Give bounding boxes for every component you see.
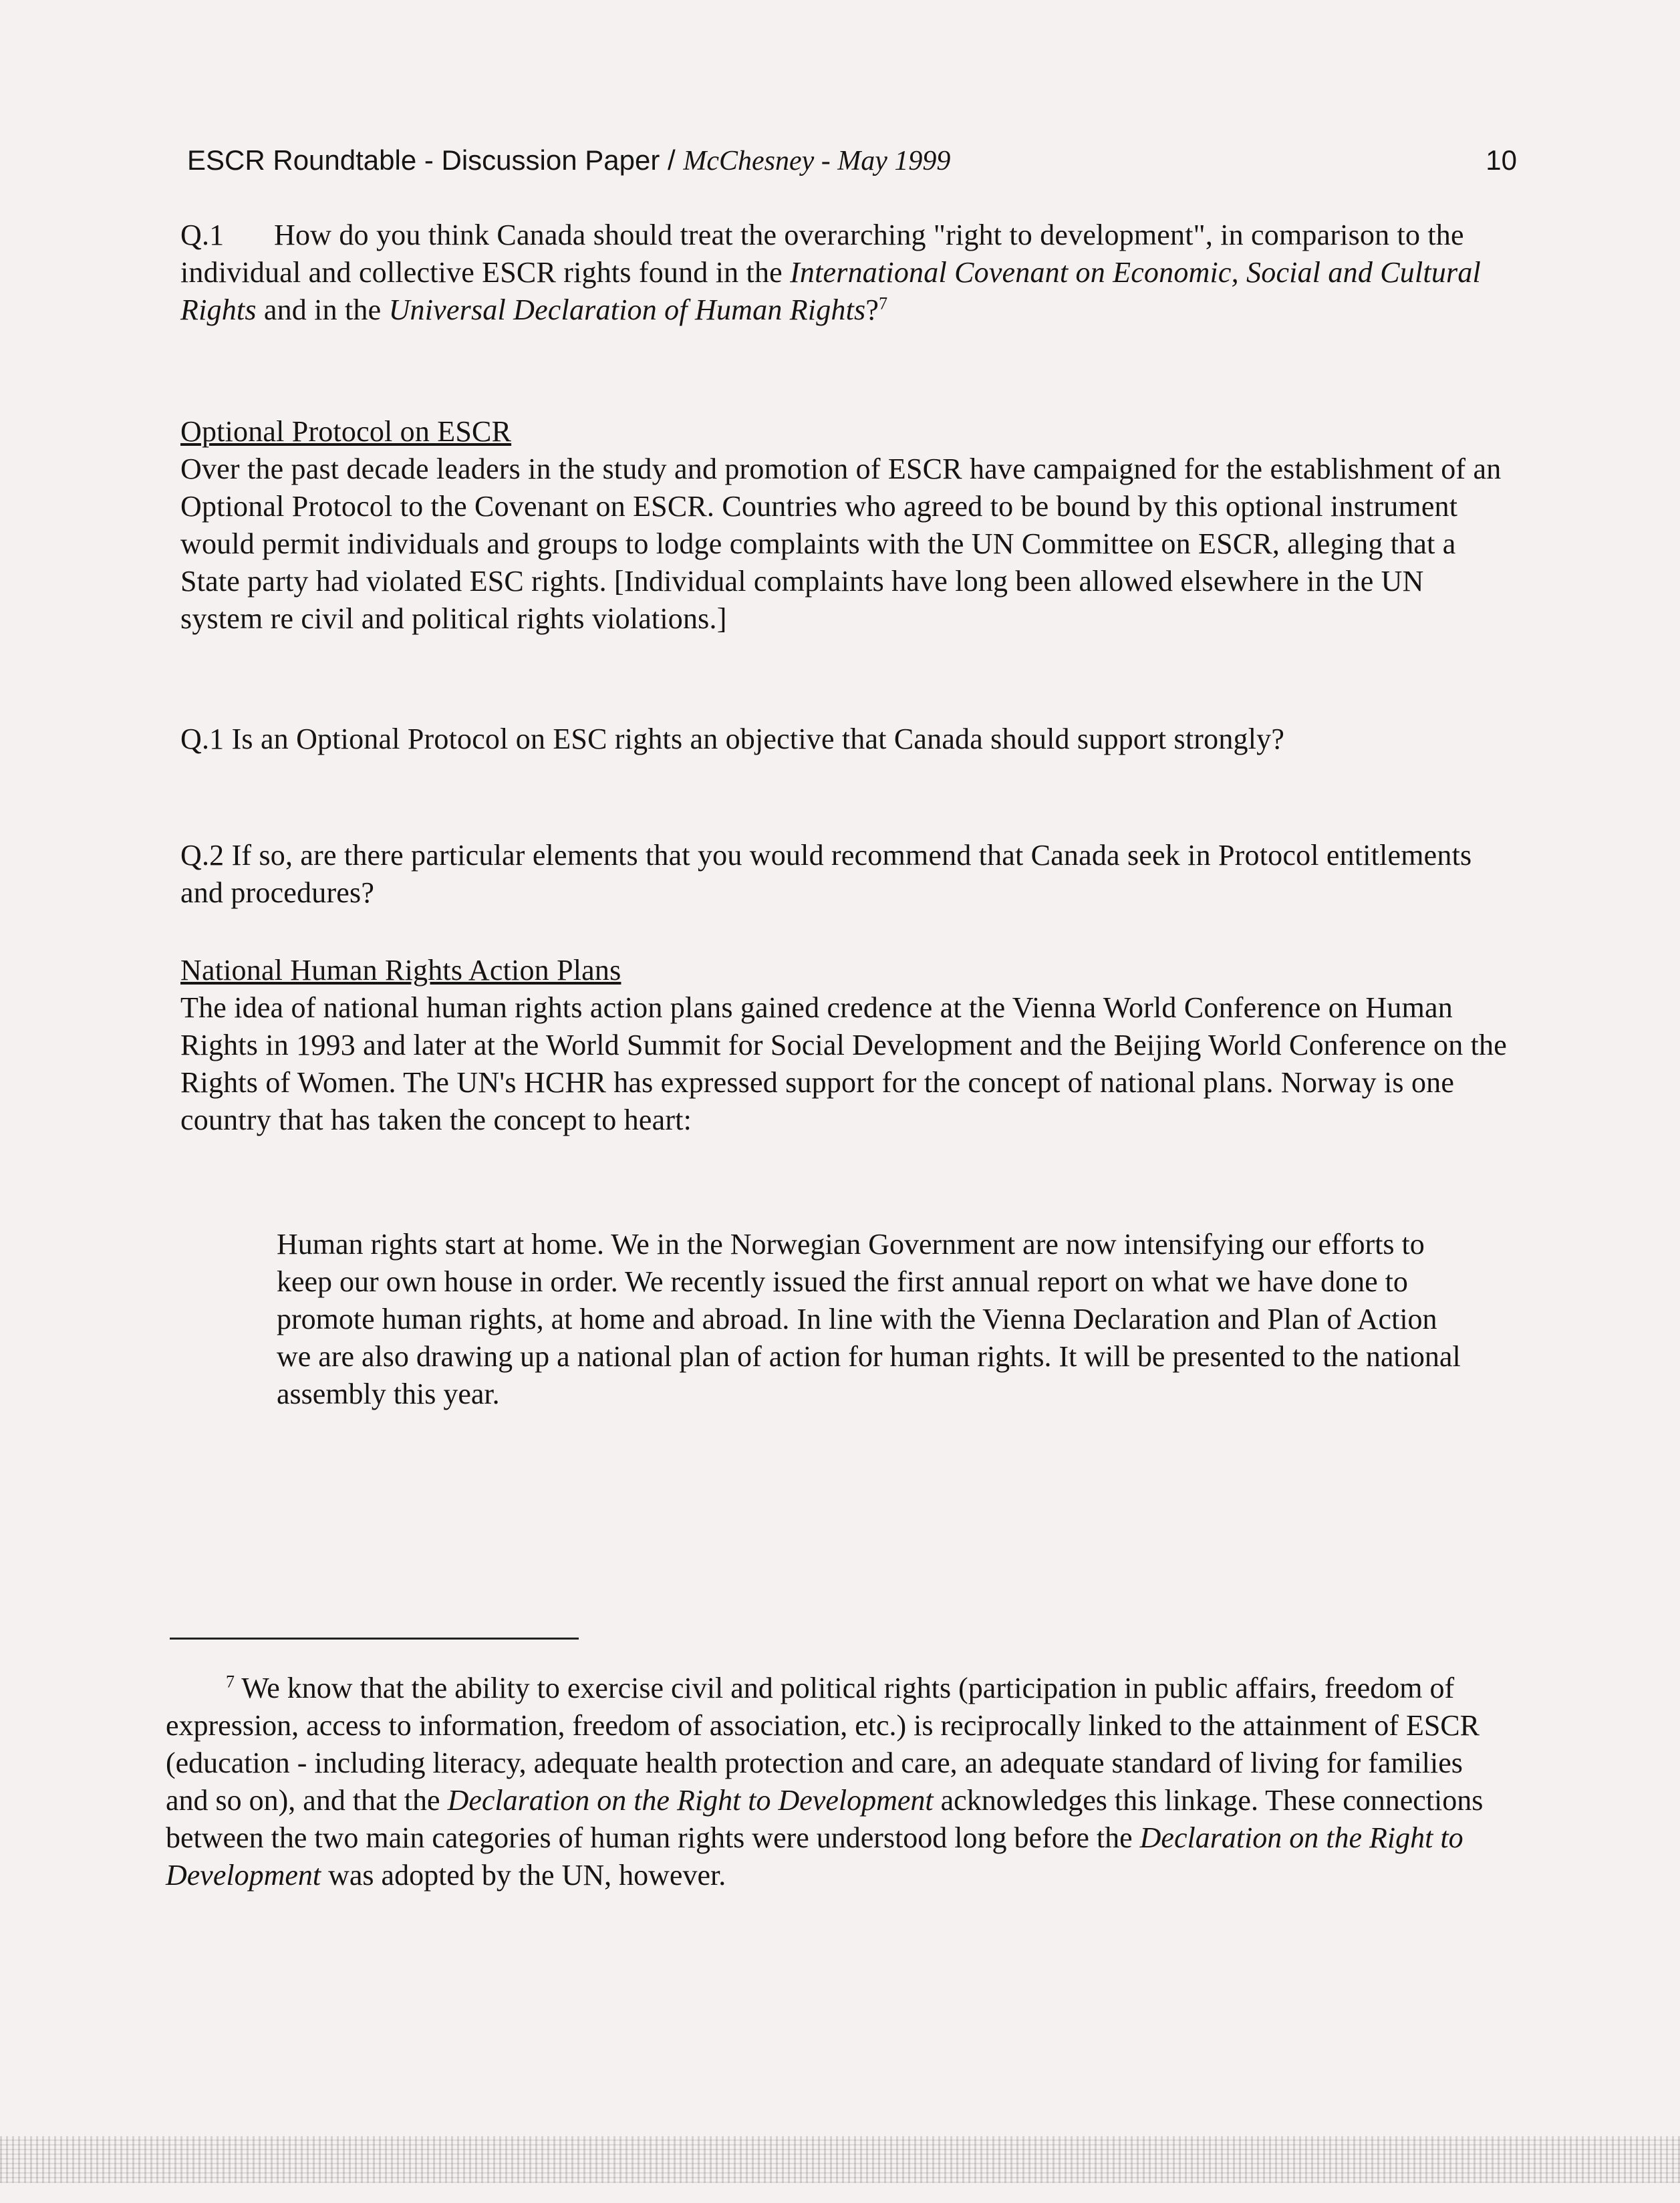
section-heading: Optional Protocol on ESCR (180, 415, 512, 448)
footnote-separator (170, 1638, 579, 1640)
question-label: Q.1 (180, 219, 225, 251)
footnote-ref: 7 (879, 293, 888, 313)
header-title-italic: McChesney - May 1999 (683, 146, 951, 176)
question-optional-protocol-1 (180, 721, 1510, 758)
question-text (180, 217, 1510, 329)
question-text: Q.1 Is an Optional Protocol on ESC rights an objective that Canada should support strongly? (180, 723, 1285, 755)
question-text-c: ? (865, 293, 879, 326)
footnote-number: 7 (226, 1672, 235, 1692)
covenant-title: International Covenant on Economic, Social and Cultural Rights (180, 256, 1481, 326)
question-text-a: How do you think Canada should treat the overarching "right to development", in comparison to the individual and collective ESCR rights found in the (180, 219, 1464, 289)
section-body: Over the past decade leaders in the study and promotion of ESCR have campaigned for the establishment of an Optional Protocol to the Covenant on ESCR. Countries who agreed to be bound by this optional instrument would permit individuals and groups to lodge complaints with the UN Committee on ESCR, alleging that a State party had violated ESC rights. [Individual complaints have long been allowed elsewhere in the UN system re civil and political rights violations.] (180, 452, 1502, 635)
footnote-text-b: acknowledges this linkage. These connections between the two main categories of human rights were understood long before the (166, 1784, 1484, 1854)
header-title-plain: ESCR Roundtable - Discussion Paper / (187, 144, 684, 176)
question-right-to-development (180, 217, 1510, 329)
scan-noise-strip (0, 2136, 1680, 2183)
section-action-plans (180, 952, 1510, 1139)
question-text-b: and in the (256, 293, 389, 326)
section-optional-protocol (180, 413, 1510, 638)
footnote-text-c: was adopted by the UN, however. (321, 1859, 726, 1892)
section-heading: National Human Rights Action Plans (180, 954, 621, 987)
declaration-title: Declaration on the Right to Development (447, 1784, 934, 1817)
question-text: Q.2 If so, are there particular elements that you would recommend that Canada seek in Protocol entitlements and procedures? (180, 839, 1472, 909)
declaration-title: Declaration on the Right to Development (166, 1821, 1463, 1892)
section-body: The idea of national human rights action plans gained credence at the Vienna World Conference on Human Rights in 1993 and later at the World Summit for Social Development and the Beijing World Conference on the Rights of Women. The UN's HCHR has expressed support for the concept of national plans. Norway is one country that has taken the concept to heart: (180, 991, 1507, 1136)
footnote-text (166, 1670, 1496, 1894)
declaration-title: Universal Declaration of Human Rights (388, 293, 866, 326)
footnote-text-a: We know that the ability to exercise civil and political rights (participation in public affairs, freedom of expression, access to information, freedom of association, etc.) is reciprocally linked to the attainment of ESCR (education - including literacy, adequate health protection and care, an adequate standard of living for families and so on), and that the (166, 1672, 1480, 1817)
header-title (187, 142, 950, 180)
question-optional-protocol-2 (180, 837, 1510, 912)
page-number: 10 (1486, 144, 1517, 176)
block-quote: Human rights start at home. We in the Norwegian Government are now intensifying our efforts to keep our own house in order. We recently issued the first annual report on what we have done to promote human rights, at home and abroad. In line with the Vienna Declaration and Plan of Action we are also drawing up a national plan of action for human rights. It will be presented to the national assembly this year. (277, 1228, 1461, 1410)
footnote (166, 1670, 1496, 1894)
